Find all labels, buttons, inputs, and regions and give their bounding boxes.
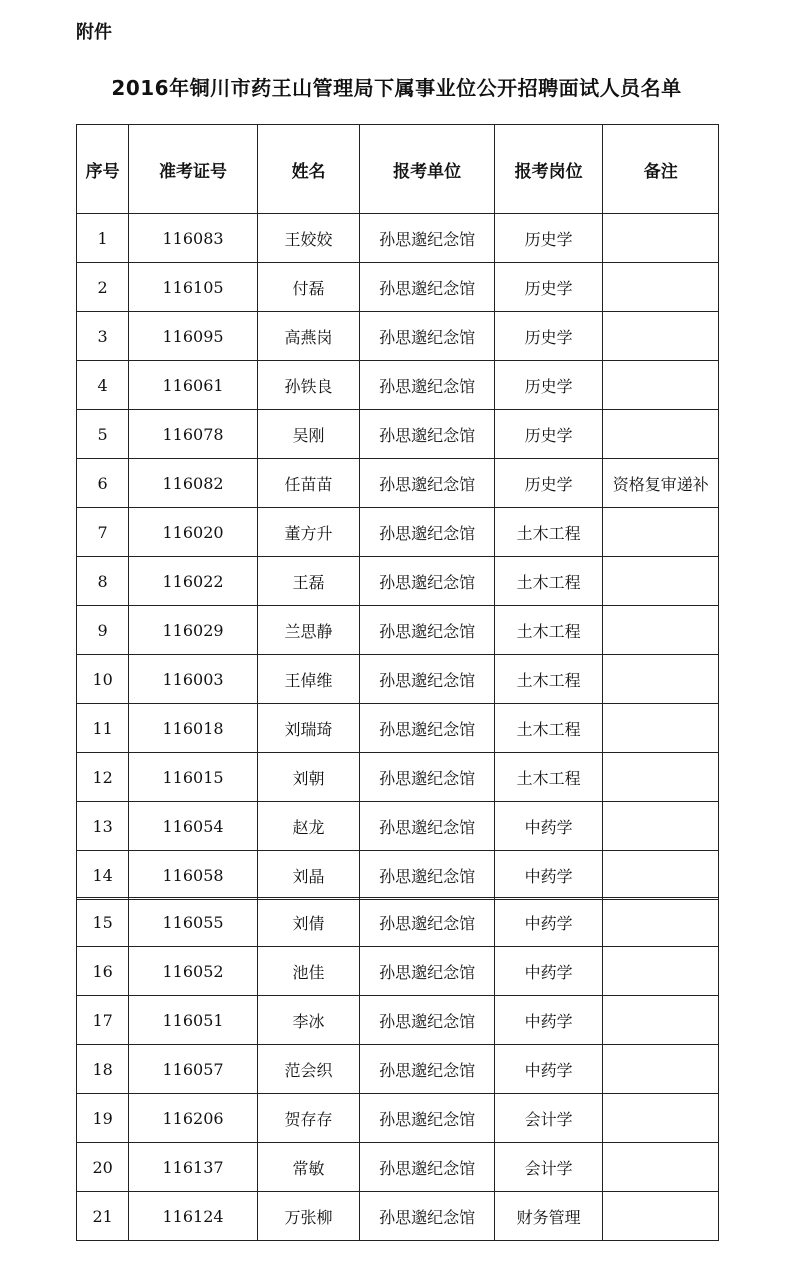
cell-no: 6 xyxy=(77,459,129,508)
cell-unit: 孙思邈纪念馆 xyxy=(360,1192,495,1241)
table-row xyxy=(77,704,719,753)
table-row xyxy=(77,947,719,996)
cell-post: 历史学 xyxy=(494,459,603,508)
cell-exam-id: 116018 xyxy=(129,704,258,753)
cell-post: 土木工程 xyxy=(494,508,603,557)
cell-post: 中药学 xyxy=(494,1045,603,1094)
cell-post: 中药学 xyxy=(494,898,603,947)
document-title: 2016年铜川市药王山管理局下属事业位公开招聘面试人员名单 xyxy=(111,76,682,100)
cell-name: 孙铁良 xyxy=(257,361,359,410)
cell-note xyxy=(603,851,719,900)
cell-post: 土木工程 xyxy=(494,655,603,704)
cell-exam-id: 116078 xyxy=(129,410,258,459)
header-unit: 报考单位 xyxy=(360,125,495,214)
candidate-table-continued xyxy=(76,897,719,1241)
cell-no: 10 xyxy=(77,655,129,704)
cell-no: 11 xyxy=(77,704,129,753)
cell-exam-id: 116015 xyxy=(129,753,258,802)
cell-no: 7 xyxy=(77,508,129,557)
cell-post: 土木工程 xyxy=(494,753,603,802)
attachment-label: 附件 xyxy=(76,22,112,43)
cell-name: 刘晶 xyxy=(257,851,359,900)
cell-exam-id: 116051 xyxy=(129,996,258,1045)
header-exam-id: 准考证号 xyxy=(129,125,258,214)
cell-note xyxy=(603,312,719,361)
cell-post: 历史学 xyxy=(494,312,603,361)
cell-unit: 孙思邈纪念馆 xyxy=(360,898,495,947)
cell-no: 5 xyxy=(77,410,129,459)
cell-unit: 孙思邈纪念馆 xyxy=(360,655,495,704)
cell-unit: 孙思邈纪念馆 xyxy=(360,1094,495,1143)
header-row xyxy=(77,125,719,214)
cell-name: 贺存存 xyxy=(257,1094,359,1143)
table-row xyxy=(77,459,719,508)
cell-post: 中药学 xyxy=(494,947,603,996)
cell-exam-id: 116137 xyxy=(129,1143,258,1192)
cell-post: 中药学 xyxy=(494,996,603,1045)
cell-note xyxy=(603,606,719,655)
cell-exam-id: 116083 xyxy=(129,214,258,263)
cell-no: 21 xyxy=(77,1192,129,1241)
cell-note: 资格复审递补 xyxy=(603,459,719,508)
cell-post: 历史学 xyxy=(494,263,603,312)
cell-unit: 孙思邈纪念馆 xyxy=(360,947,495,996)
cell-exam-id: 116105 xyxy=(129,263,258,312)
cell-note xyxy=(603,655,719,704)
cell-unit: 孙思邈纪念馆 xyxy=(360,606,495,655)
cell-post: 土木工程 xyxy=(494,704,603,753)
cell-name: 高燕岗 xyxy=(257,312,359,361)
cell-note xyxy=(603,508,719,557)
cell-name: 刘朝 xyxy=(257,753,359,802)
cell-name: 兰思静 xyxy=(257,606,359,655)
cell-name: 池佳 xyxy=(257,947,359,996)
cell-post: 会计学 xyxy=(494,1094,603,1143)
cell-note xyxy=(603,898,719,947)
cell-post: 中药学 xyxy=(494,851,603,900)
cell-name: 王姣姣 xyxy=(257,214,359,263)
cell-name: 赵龙 xyxy=(257,802,359,851)
cell-note xyxy=(603,1192,719,1241)
candidate-table xyxy=(76,124,719,900)
cell-note xyxy=(603,802,719,851)
table-row xyxy=(77,606,719,655)
cell-name: 王磊 xyxy=(257,557,359,606)
table-row xyxy=(77,361,719,410)
cell-note xyxy=(603,557,719,606)
cell-note xyxy=(603,410,719,459)
cell-note xyxy=(603,704,719,753)
cell-unit: 孙思邈纪念馆 xyxy=(360,263,495,312)
header-name: 姓名 xyxy=(257,125,359,214)
cell-exam-id: 116029 xyxy=(129,606,258,655)
table-row xyxy=(77,802,719,851)
table-row xyxy=(77,655,719,704)
table-row xyxy=(77,851,719,900)
cell-post: 土木工程 xyxy=(494,606,603,655)
cell-no: 14 xyxy=(77,851,129,900)
cell-no: 9 xyxy=(77,606,129,655)
cell-name: 付磊 xyxy=(257,263,359,312)
cell-exam-id: 116082 xyxy=(129,459,258,508)
cell-unit: 孙思邈纪念馆 xyxy=(360,312,495,361)
cell-no: 15 xyxy=(77,898,129,947)
cell-unit: 孙思邈纪念馆 xyxy=(360,802,495,851)
cell-post: 中药学 xyxy=(494,802,603,851)
cell-unit: 孙思邈纪念馆 xyxy=(360,459,495,508)
table-row xyxy=(77,753,719,802)
cell-no: 13 xyxy=(77,802,129,851)
cell-exam-id: 116206 xyxy=(129,1094,258,1143)
cell-exam-id: 116003 xyxy=(129,655,258,704)
cell-exam-id: 116124 xyxy=(129,1192,258,1241)
cell-no: 19 xyxy=(77,1094,129,1143)
cell-unit: 孙思邈纪念馆 xyxy=(360,214,495,263)
cell-exam-id: 116057 xyxy=(129,1045,258,1094)
cell-no: 1 xyxy=(77,214,129,263)
cell-note xyxy=(603,214,719,263)
cell-name: 任苗苗 xyxy=(257,459,359,508)
cell-no: 18 xyxy=(77,1045,129,1094)
cell-no: 2 xyxy=(77,263,129,312)
cell-note xyxy=(603,1143,719,1192)
cell-post: 土木工程 xyxy=(494,557,603,606)
table-row xyxy=(77,996,719,1045)
table-row xyxy=(77,263,719,312)
cell-name: 王倬维 xyxy=(257,655,359,704)
cell-note xyxy=(603,1045,719,1094)
cell-no: 17 xyxy=(77,996,129,1045)
table-row xyxy=(77,898,719,947)
cell-unit: 孙思邈纪念馆 xyxy=(360,704,495,753)
cell-no: 8 xyxy=(77,557,129,606)
cell-unit: 孙思邈纪念馆 xyxy=(360,508,495,557)
header-no: 序号 xyxy=(77,125,129,214)
table-row xyxy=(77,1094,719,1143)
cell-post: 历史学 xyxy=(494,214,603,263)
table-row xyxy=(77,557,719,606)
cell-no: 20 xyxy=(77,1143,129,1192)
cell-exam-id: 116061 xyxy=(129,361,258,410)
cell-no: 12 xyxy=(77,753,129,802)
cell-exam-id: 116022 xyxy=(129,557,258,606)
cell-no: 3 xyxy=(77,312,129,361)
cell-unit: 孙思邈纪念馆 xyxy=(360,851,495,900)
cell-no: 4 xyxy=(77,361,129,410)
cell-unit: 孙思邈纪念馆 xyxy=(360,410,495,459)
cell-unit: 孙思邈纪念馆 xyxy=(360,1143,495,1192)
table-row xyxy=(77,1045,719,1094)
table-row xyxy=(77,508,719,557)
header-post: 报考岗位 xyxy=(494,125,603,214)
cell-unit: 孙思邈纪念馆 xyxy=(360,557,495,606)
cell-name: 刘瑞琦 xyxy=(257,704,359,753)
cell-unit: 孙思邈纪念馆 xyxy=(360,753,495,802)
cell-exam-id: 116055 xyxy=(129,898,258,947)
cell-no: 16 xyxy=(77,947,129,996)
cell-note xyxy=(603,996,719,1045)
cell-exam-id: 116054 xyxy=(129,802,258,851)
cell-exam-id: 116058 xyxy=(129,851,258,900)
cell-name: 万张柳 xyxy=(257,1192,359,1241)
cell-post: 历史学 xyxy=(494,361,603,410)
cell-name: 常敏 xyxy=(257,1143,359,1192)
cell-note xyxy=(603,753,719,802)
cell-name: 董方升 xyxy=(257,508,359,557)
cell-unit: 孙思邈纪念馆 xyxy=(360,1045,495,1094)
table-row xyxy=(77,214,719,263)
cell-name: 李冰 xyxy=(257,996,359,1045)
table-row xyxy=(77,1192,719,1241)
cell-unit: 孙思邈纪念馆 xyxy=(360,996,495,1045)
cell-exam-id: 116095 xyxy=(129,312,258,361)
cell-note xyxy=(603,947,719,996)
table-row xyxy=(77,1143,719,1192)
table-row xyxy=(77,410,719,459)
cell-note xyxy=(603,263,719,312)
table-row xyxy=(77,312,719,361)
cell-note xyxy=(603,361,719,410)
cell-unit: 孙思邈纪念馆 xyxy=(360,361,495,410)
cell-note xyxy=(603,1094,719,1143)
cell-name: 刘倩 xyxy=(257,898,359,947)
cell-post: 历史学 xyxy=(494,410,603,459)
cell-post: 会计学 xyxy=(494,1143,603,1192)
cell-name: 吴刚 xyxy=(257,410,359,459)
cell-exam-id: 116052 xyxy=(129,947,258,996)
cell-post: 财务管理 xyxy=(494,1192,603,1241)
cell-exam-id: 116020 xyxy=(129,508,258,557)
header-note: 备注 xyxy=(603,125,719,214)
cell-name: 范会织 xyxy=(257,1045,359,1094)
